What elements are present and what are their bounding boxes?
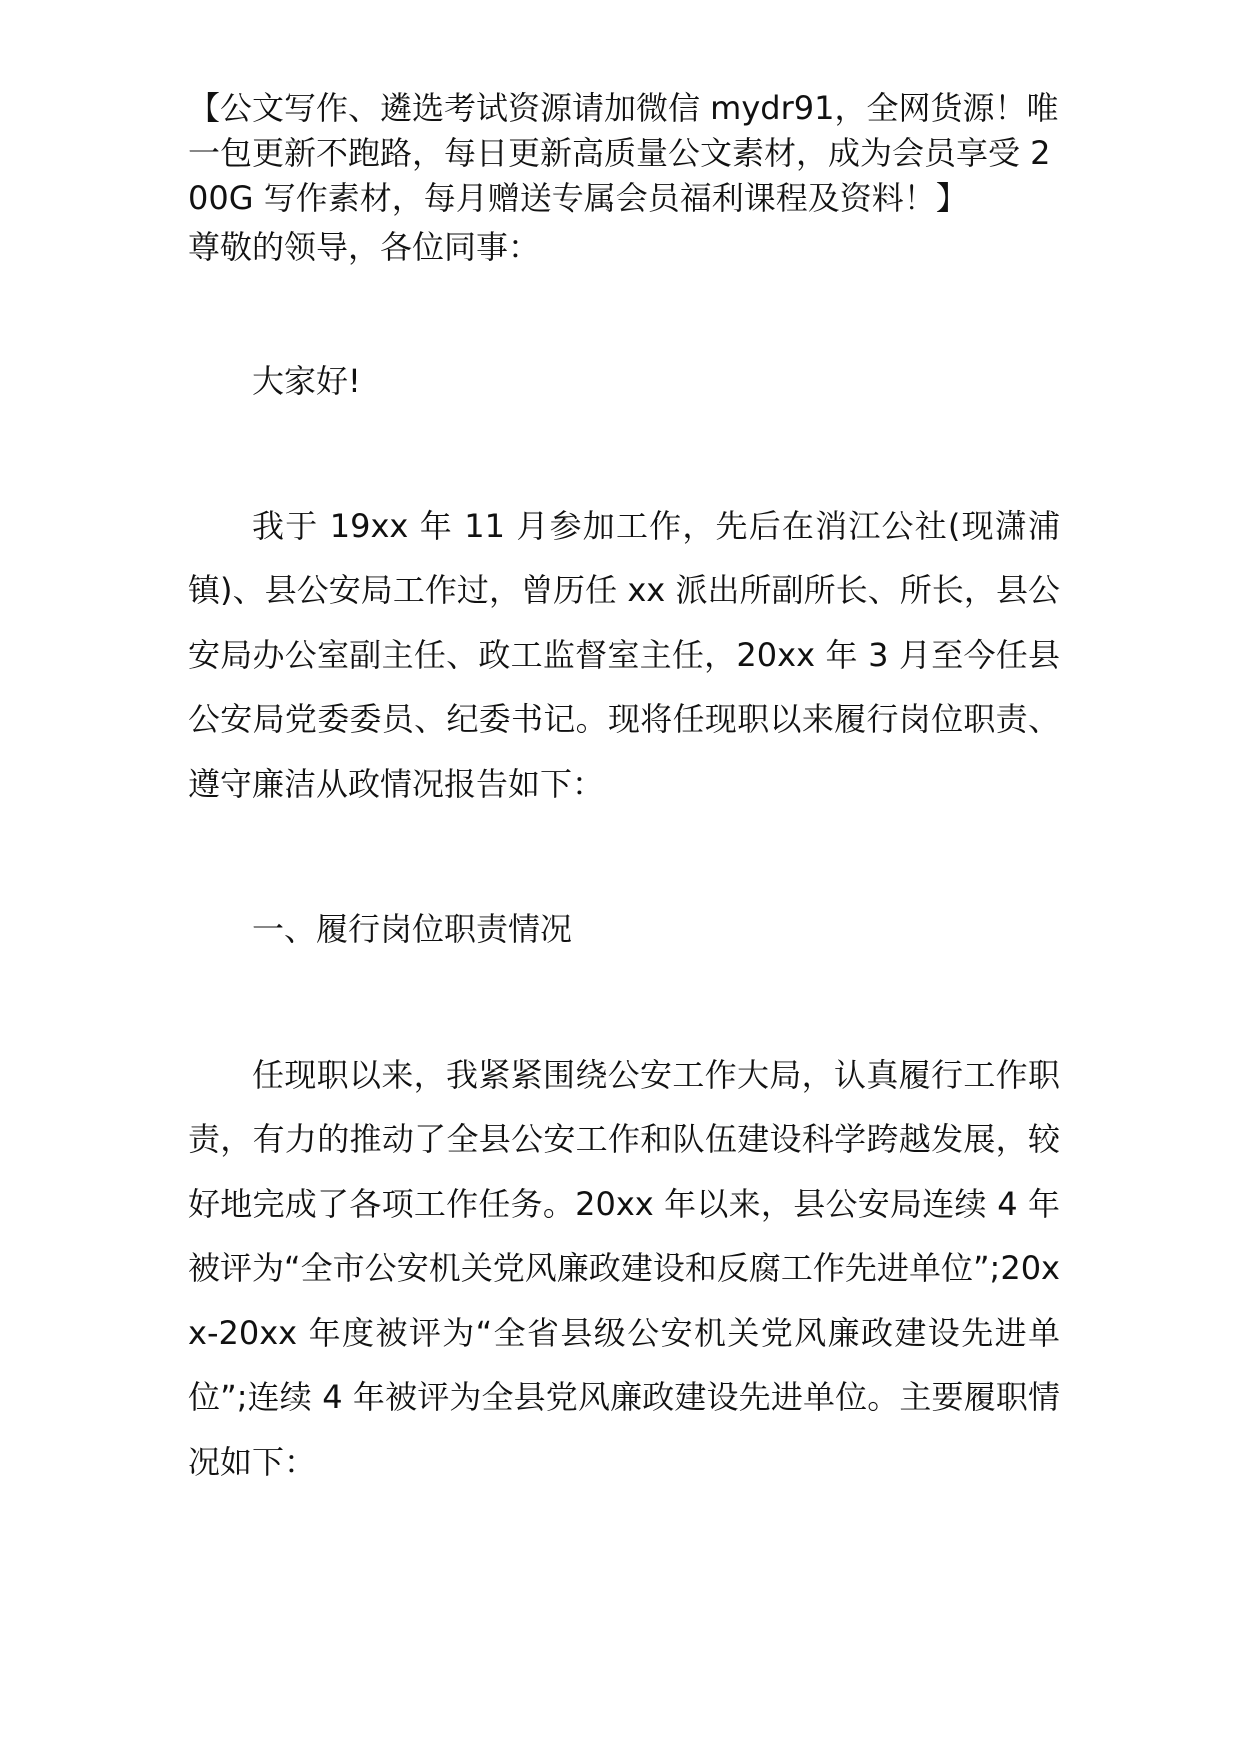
document-page	[188, 86, 1060, 1494]
section-heading: 一、履行岗位职责情况	[252, 910, 573, 948]
intro-paragraph: 我于 19xx 年 11 月参加工作，先后在消江公社(现潇浦镇)、县公安局工作过，曾历任 xx 派出所副所长、所长，县公安局办公室副主任、政工监督室主任，20xx 年 3 月至今任县公安局党委委员、纪委书记。现将任现职以来履行岗位职责、遵守廉洁从政情况报告如下：	[188, 506, 1060, 803]
section-body: 任现职以来，我紧紧围绕公安工作大局，认真履行工作职责，有力的推动了全县公安工作和队伍建设科学跨越发展，较好地完成了各项工作任务。20xx 年以来，县公安局连续 4 年被评为“全市公安机关党风廉政建设和反腐工作先进单位”;20xx-20xx 年度被评为“全省县级公安机关党风廉政建设先进单位”;连续 4 年被评为全县党风廉政建设先进单位。主要履职情况如下：	[188, 1055, 1060, 1481]
opening-line: 大家好!	[252, 362, 361, 400]
salutation: 尊敬的领导，各位同事：	[188, 228, 541, 266]
promo-notice: 【公文写作、遴选考试资源请加微信 mydr91，全网货源！唯一包更新不跑路，每日更新高质量公文素材，成为会员享受 200G 写作素材，每月赠送专属会员福利课程及资料！】	[188, 89, 1059, 217]
